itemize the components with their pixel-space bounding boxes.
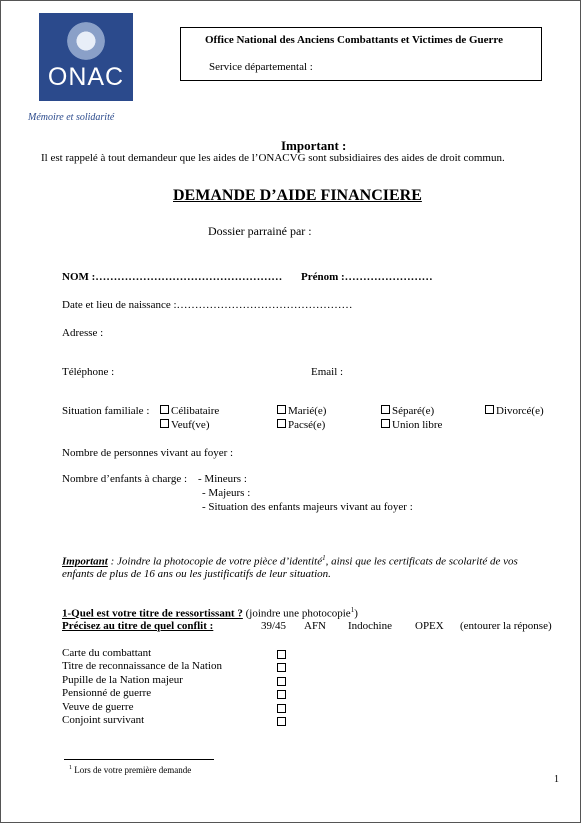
option-divorce[interactable]: Divorcé(e) xyxy=(485,405,544,417)
option-union-libre[interactable]: Union libre xyxy=(381,419,442,431)
telephone-field: Téléphone : xyxy=(62,366,115,378)
option-separe[interactable]: Séparé(e) xyxy=(381,405,434,417)
title-checkbox-icon[interactable] xyxy=(277,690,286,699)
title-checkbox-icon[interactable] xyxy=(277,704,286,713)
conflict-label: Précisez au titre de quel conflit : xyxy=(62,620,214,632)
title-option-label: Veuve de guerre xyxy=(62,701,134,713)
title-checkbox-icon[interactable] xyxy=(277,650,286,659)
title-option-label: Titre de reconnaissance de la Nation xyxy=(62,660,222,672)
conflict-opex[interactable]: OPEX xyxy=(415,620,444,632)
sponsor-label: Dossier parrainé par : xyxy=(208,224,312,238)
conflict-3945[interactable]: 39/45 xyxy=(261,620,287,632)
title-option-label: Conjoint survivant xyxy=(62,714,145,726)
option-celibataire[interactable]: Célibataire xyxy=(160,405,219,417)
option-pacse[interactable]: Pacsé(e) xyxy=(277,419,325,431)
title-checkbox-icon[interactable] xyxy=(277,677,286,686)
logo-motto: Mémoire et solidarité xyxy=(28,112,115,123)
enfants-situation: - Situation des enfants majeurs vivant au foyer : xyxy=(202,501,413,513)
note-line-2: enfants de plus de 16 ans ou les justificatifs de leur situation. xyxy=(62,568,331,580)
onac-logo xyxy=(39,13,133,101)
title-option-label: Pupille de la Nation majeur xyxy=(62,674,183,686)
enfants-mineurs: - Mineurs : xyxy=(198,473,247,485)
important-title: Important : xyxy=(281,138,347,153)
foyer-label: Nombre de personnes vivant au foyer : xyxy=(62,447,234,459)
email-field: Email : xyxy=(311,366,344,378)
page-number: 1 xyxy=(554,774,559,785)
naissance-field: Date et lieu de naissance :………………………………………… xyxy=(62,299,353,311)
logo-emblem-icon xyxy=(64,19,108,63)
checkbox-icon xyxy=(277,419,286,428)
checkbox-icon xyxy=(381,405,390,414)
q1-title-line: 1-Quel est votre titre de ressortissant ? (joindre une photocopie$^1$) xyxy=(62,606,358,620)
checkbox-icon xyxy=(160,405,169,414)
situation-label: Situation familiale : xyxy=(62,405,150,417)
note-label: Important xyxy=(62,555,108,568)
checkbox-icon xyxy=(381,419,390,428)
note-line-1: Important : Joindre la photocopie de votre pièce d’identité$^1$, ainsi que les certificats de scolarité de vos xyxy=(62,554,518,568)
header-box xyxy=(180,27,542,81)
conflict-indochine[interactable]: Indochine xyxy=(348,620,392,632)
logo-text: ONAC xyxy=(47,63,125,91)
q1-title: 1-Quel est votre titre de ressortissant ? xyxy=(62,607,243,620)
important-text: Il est rappelé à tout demandeur que les aides de l’ONACVG sont subsidiaires des aides de droit commun. xyxy=(41,152,505,164)
footnote-divider xyxy=(64,759,214,760)
title-option-label: Pensionné de guerre xyxy=(62,687,152,699)
checkbox-icon xyxy=(485,405,494,414)
enfants-majeurs: - Majeurs : xyxy=(202,487,251,499)
title-checkbox-icon[interactable] xyxy=(277,663,286,672)
checkbox-icon xyxy=(160,419,169,428)
nom-field: NOM :…………………………………………… xyxy=(62,271,283,283)
prenom-field: Prénom :…………………… xyxy=(301,271,433,283)
conflict-afn[interactable]: AFN xyxy=(304,620,327,632)
footnote: $^1$ Lors de votre première demande xyxy=(69,765,192,775)
title-option-label: Carte du combattant xyxy=(62,647,152,659)
conflict-note: (entourer la réponse) xyxy=(460,620,552,632)
form-title: DEMANDE D’AIDE FINANCIERE xyxy=(173,187,422,204)
option-marie[interactable]: Marié(e) xyxy=(277,405,326,417)
title-checkbox-icon[interactable] xyxy=(277,717,286,726)
enfants-label: Nombre d’enfants à charge : xyxy=(62,473,188,485)
org-name: Office National des Anciens Combattants et Victimes de Guerre xyxy=(205,34,503,46)
adresse-field: Adresse : xyxy=(62,327,104,339)
service-label: Service départemental : xyxy=(209,61,313,73)
checkbox-icon xyxy=(277,405,286,414)
option-veuf[interactable]: Veuf(ve) xyxy=(160,419,209,431)
